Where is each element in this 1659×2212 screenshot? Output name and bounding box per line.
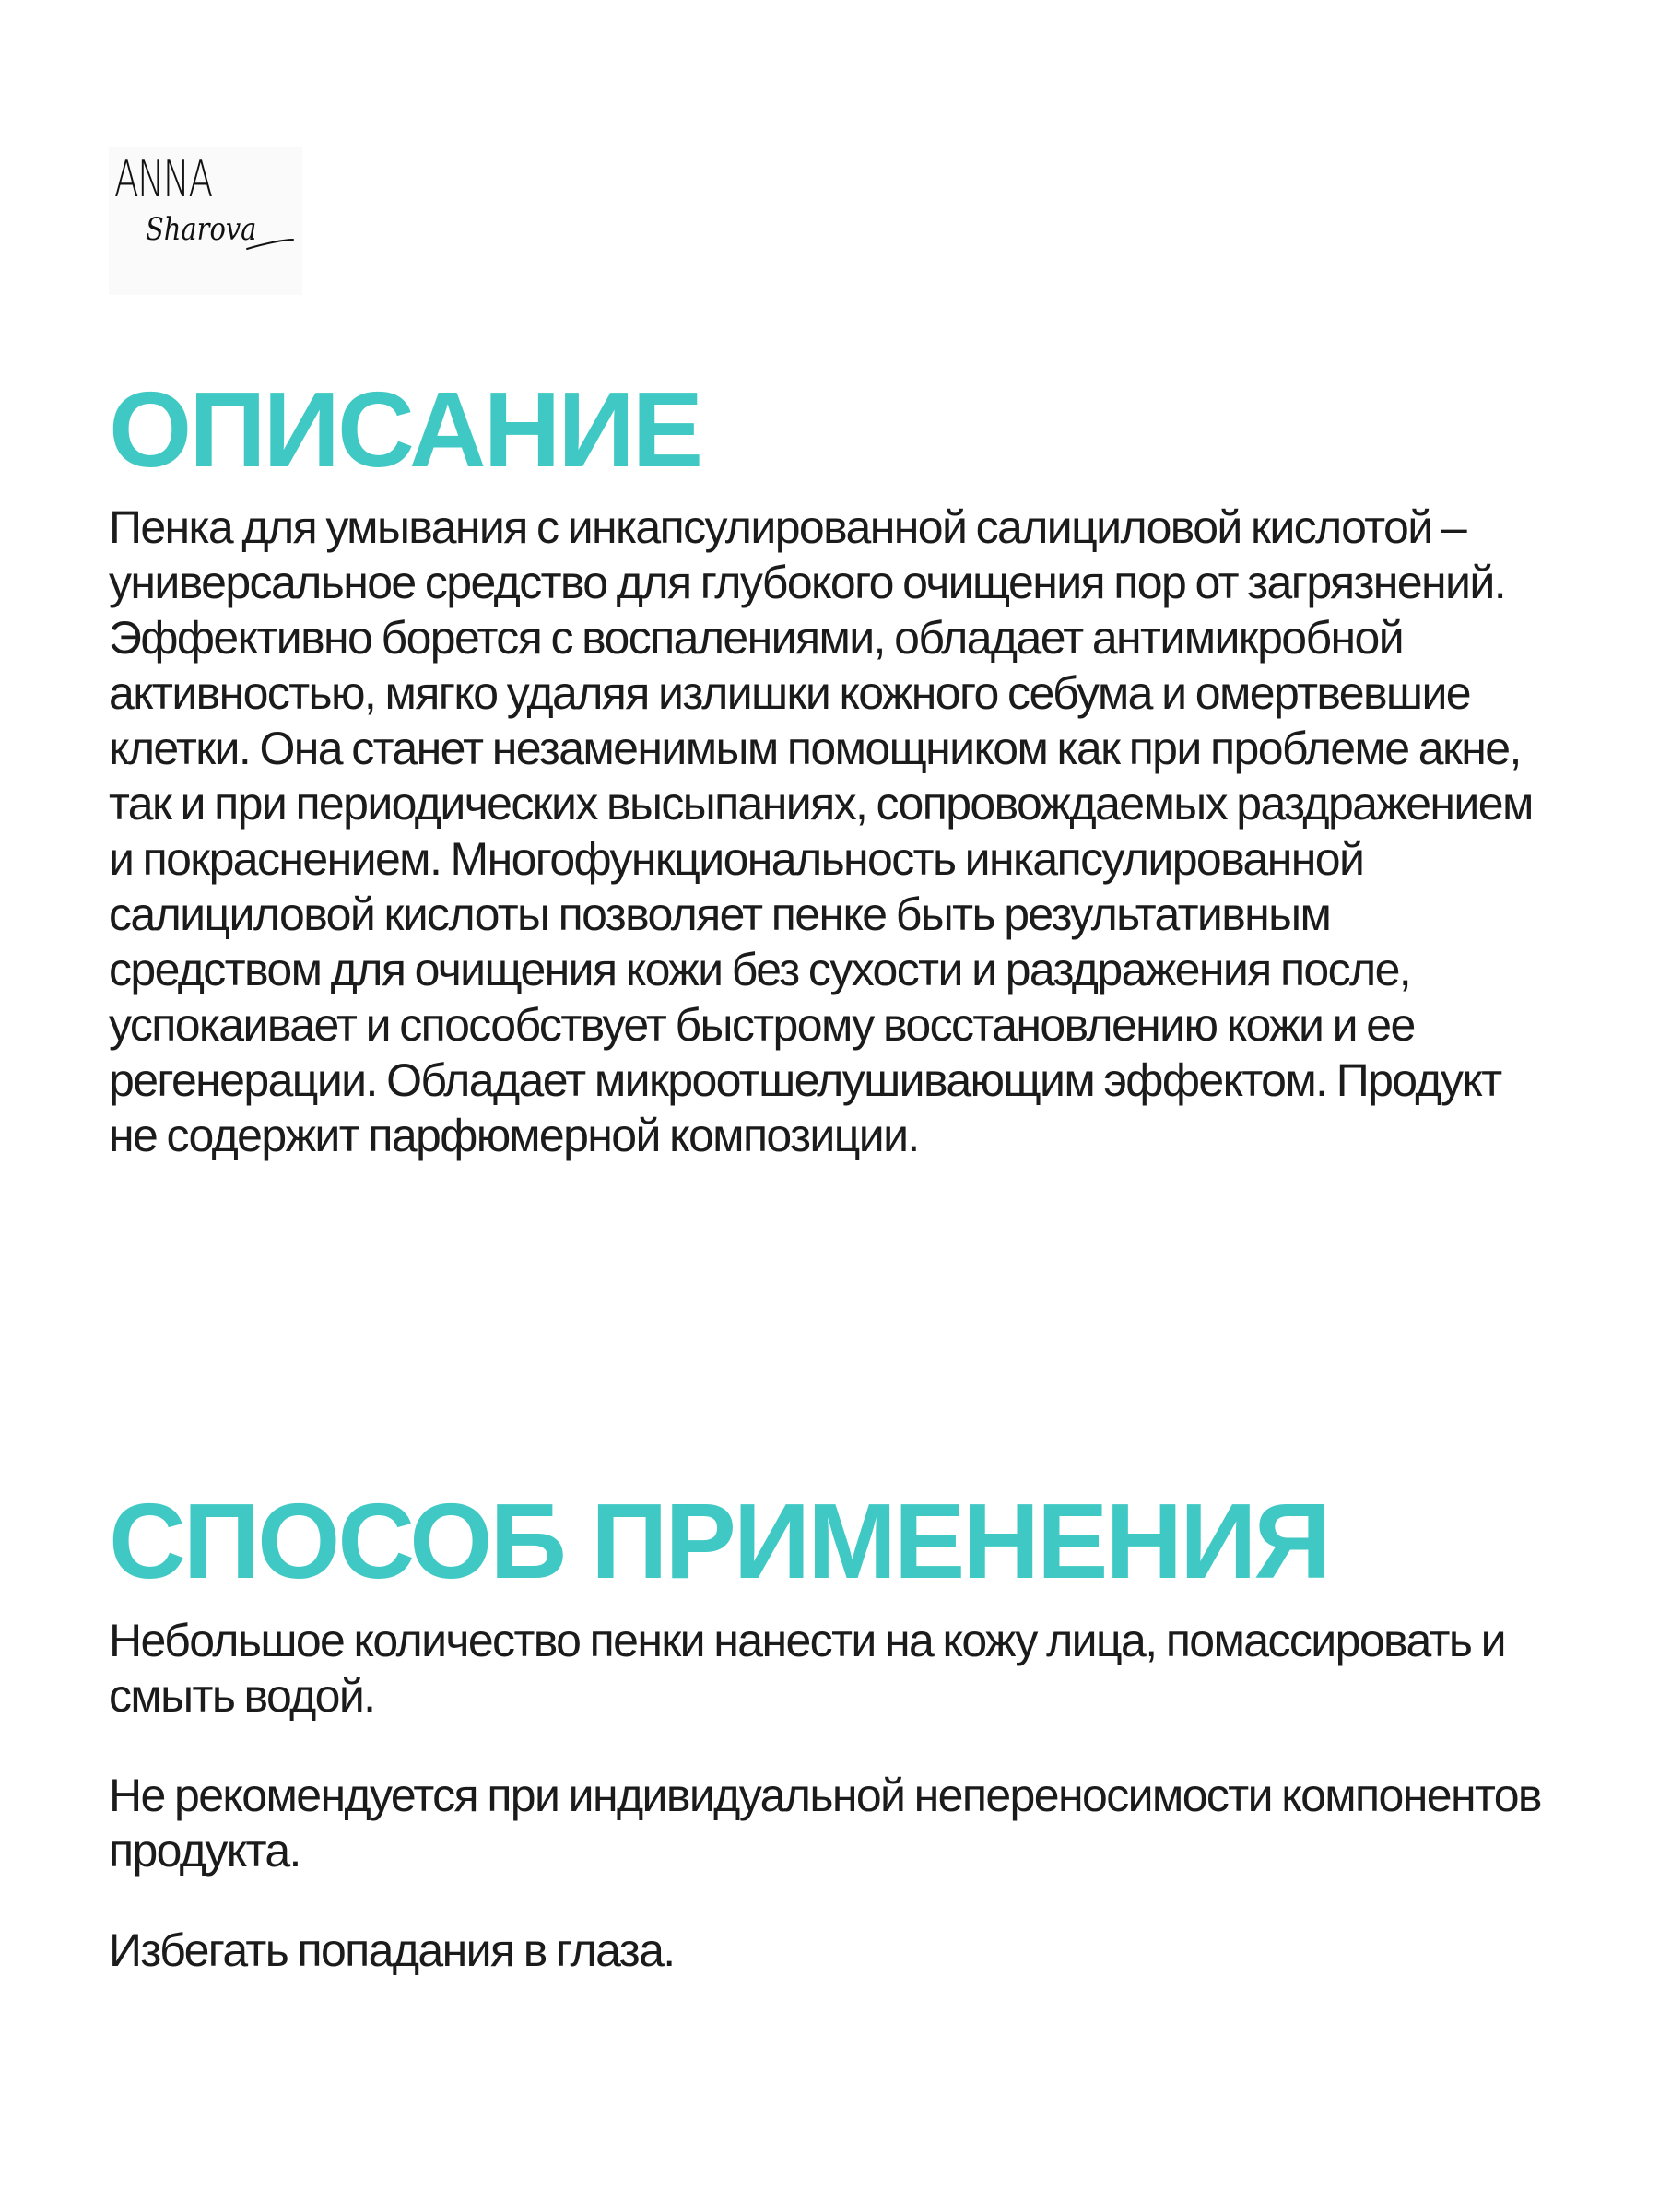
logo-swash-icon (109, 147, 302, 295)
usage-warning-text: Избегать попадания в глаза. (109, 1924, 675, 1976)
brand-logo (109, 147, 302, 295)
logo-script-signature: Sharova (146, 211, 257, 248)
usage-instruction-text: Небольшое количество пенки нанести на кожу лица, помассировать и смыть водой. (109, 1615, 1505, 1722)
description-text: Пенка для умывания с инкапсулированной салициловой кислотой – универсальное средство для глубокого очищения пор от загрязнений. Эффективно борется с воспалениями, обладает антимикробной активностью, мягко удаляя излишки кожного себума и омертвевшие клетки. Она станет незаменимым помощником как при проблеме акне, так и при периодических высыпаниях, сопровождаемых раздражением и покраснением. Многофункциональность инкапсулированной салициловой кислоты позволяет пенке быть результативным средством для очищения кожи без сухости и раздражения после, успокаивает и способствует быстрому восстановлению кожи и ее регенерации. Обладает микроотшелушивающим эффектом. Продукт не содержит парфюмерной композиции. (109, 501, 1533, 1161)
usage-contraindication-text: Не рекомендуется при индивидуальной непереносимости компонентов продукта. (109, 1770, 1541, 1877)
logo-wordmark: ANNA (114, 150, 212, 208)
description-heading: ОПИСАНИЕ (109, 370, 701, 489)
usage-heading: СПОСОБ ПРИМЕНЕНИЯ (109, 1481, 1328, 1601)
